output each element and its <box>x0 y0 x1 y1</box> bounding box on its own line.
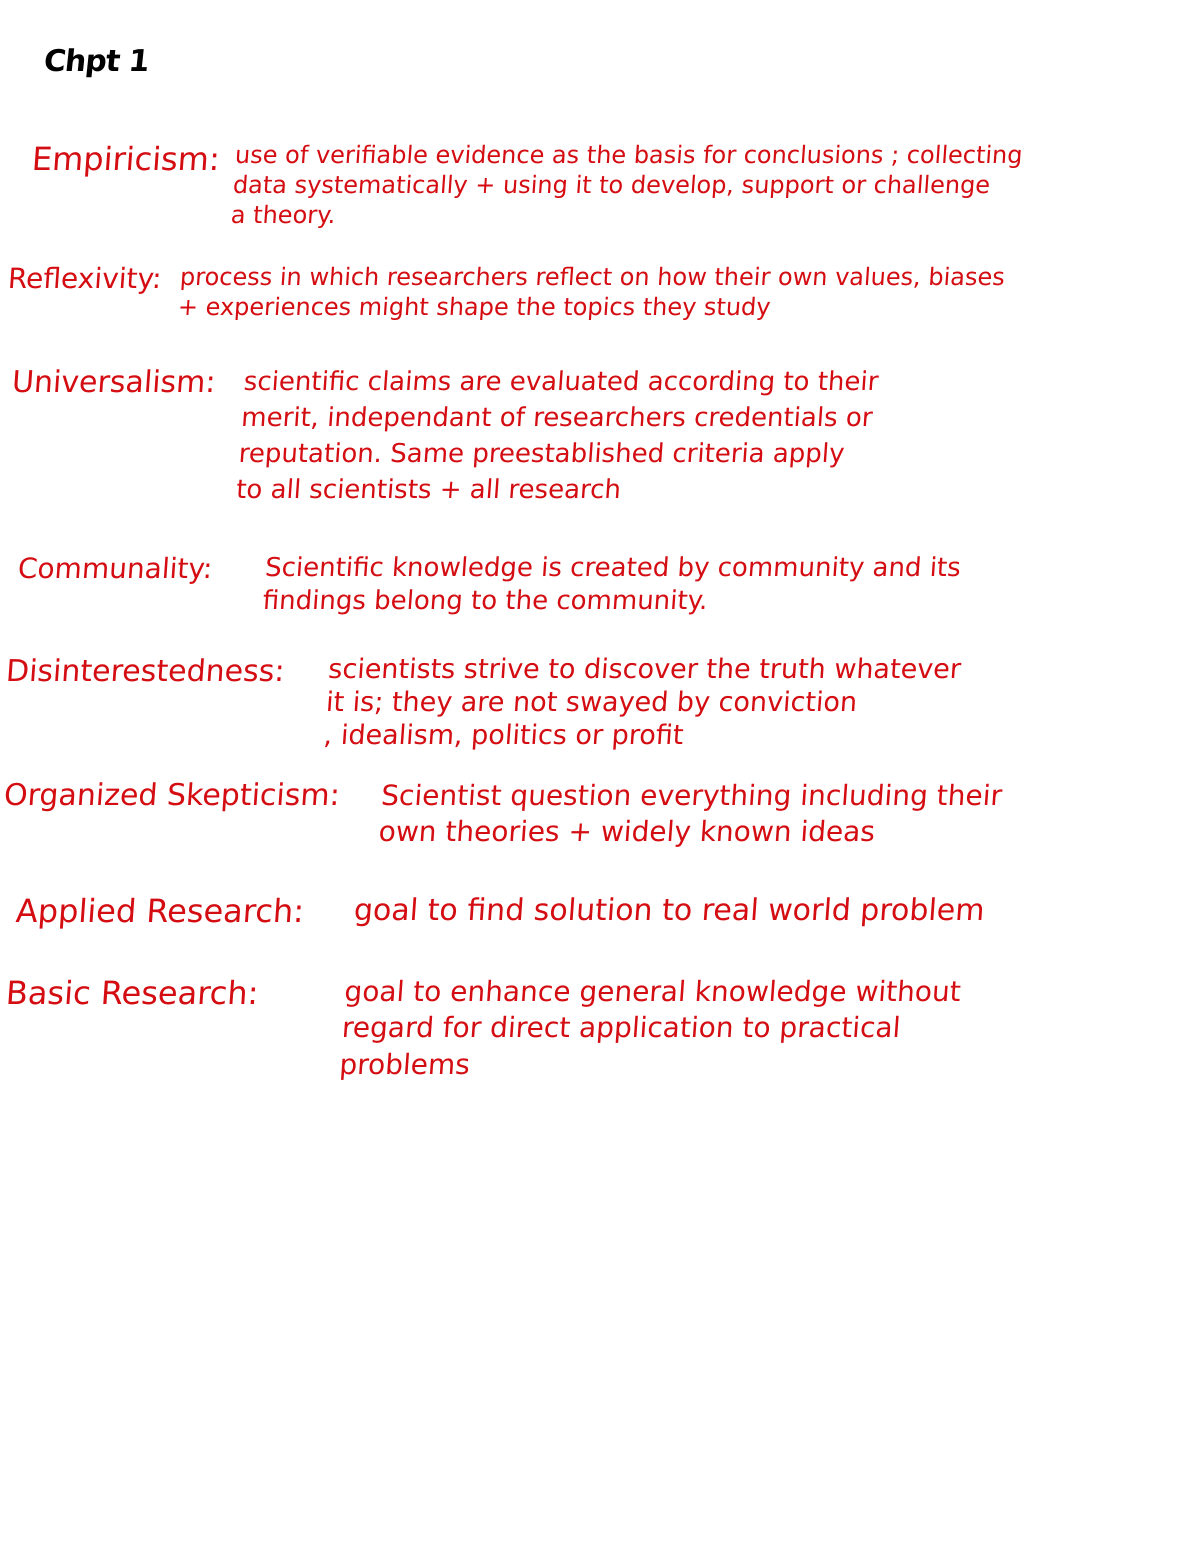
definition-communality <box>256 552 962 617</box>
definition-line: data systematically + using it to develop, support or challenge <box>232 171 992 199</box>
definition-empiricism <box>224 140 1024 230</box>
definition-line: goal to enhance general knowledge without <box>343 975 962 1008</box>
definition-line: own theories + widely known ideas <box>377 815 877 849</box>
definition-line: findings belong to the community. <box>261 585 709 616</box>
definition-line: process in which researchers reflect on how their own values, biases <box>179 263 1006 291</box>
definition-line: use of verifiable evidence as the basis for conclusions ; collecting <box>234 141 1024 169</box>
definition-line: goal to find solution to real world problem <box>352 893 986 928</box>
definition-entry-applied-research <box>16 892 984 930</box>
term-organized-skepticism: Organized Skepticism: <box>2 778 341 813</box>
definition-line: to all scientists + all research <box>235 474 623 505</box>
definition-line: Scientific knowledge is created by community and its <box>264 553 962 583</box>
definition-universalism <box>229 365 880 509</box>
term-applied-research: Applied Research: <box>14 892 306 930</box>
definition-reflexivity <box>171 262 1006 322</box>
definition-entry-disinterestedness <box>4 654 963 753</box>
term-basic-research: Basic Research: <box>4 974 260 1012</box>
definition-disinterestedness <box>317 654 963 753</box>
definition-entry-basic-research <box>4 974 962 1083</box>
definition-line: a theory. <box>229 201 337 229</box>
definition-entry-organized-skepticism <box>2 778 1004 851</box>
definition-basic-research <box>332 974 962 1083</box>
term-universalism: Universalism: <box>10 365 217 400</box>
definition-entry-empiricism <box>30 140 1024 230</box>
definition-line: regard for direct application to practical <box>340 1011 902 1045</box>
definition-line: scientists strive to discover the truth whatever <box>327 654 963 685</box>
definition-entry-universalism <box>10 365 880 509</box>
definition-line: + experiences might shape the topics they study <box>176 293 772 321</box>
term-disinterestedness: Disinterestedness: <box>4 654 286 689</box>
term-reflexivity: Reflexivity: <box>6 262 163 295</box>
term-empiricism: Empiricism: <box>30 140 222 178</box>
definition-line: , idealism, politics or profit <box>322 719 685 751</box>
definition-line: problems <box>338 1047 472 1081</box>
definition-organized-skepticism <box>371 778 1003 851</box>
definition-line: Scientist question everything including their <box>380 779 1004 812</box>
definition-line: merit, independant of researchers credentials or <box>240 402 874 433</box>
definition-applied-research <box>347 892 986 930</box>
definition-entry-reflexivity <box>8 262 1004 322</box>
term-communality: Communality: <box>16 552 214 585</box>
chapter-title: Chpt 1 <box>42 44 151 79</box>
definition-entry-communality <box>18 552 960 617</box>
definition-line: scientific claims are evaluated according to their <box>242 367 880 397</box>
definition-line: reputation. Same preestablished criteria apply <box>237 438 846 469</box>
definition-line: it is; they are not swayed by conviction <box>324 686 859 718</box>
